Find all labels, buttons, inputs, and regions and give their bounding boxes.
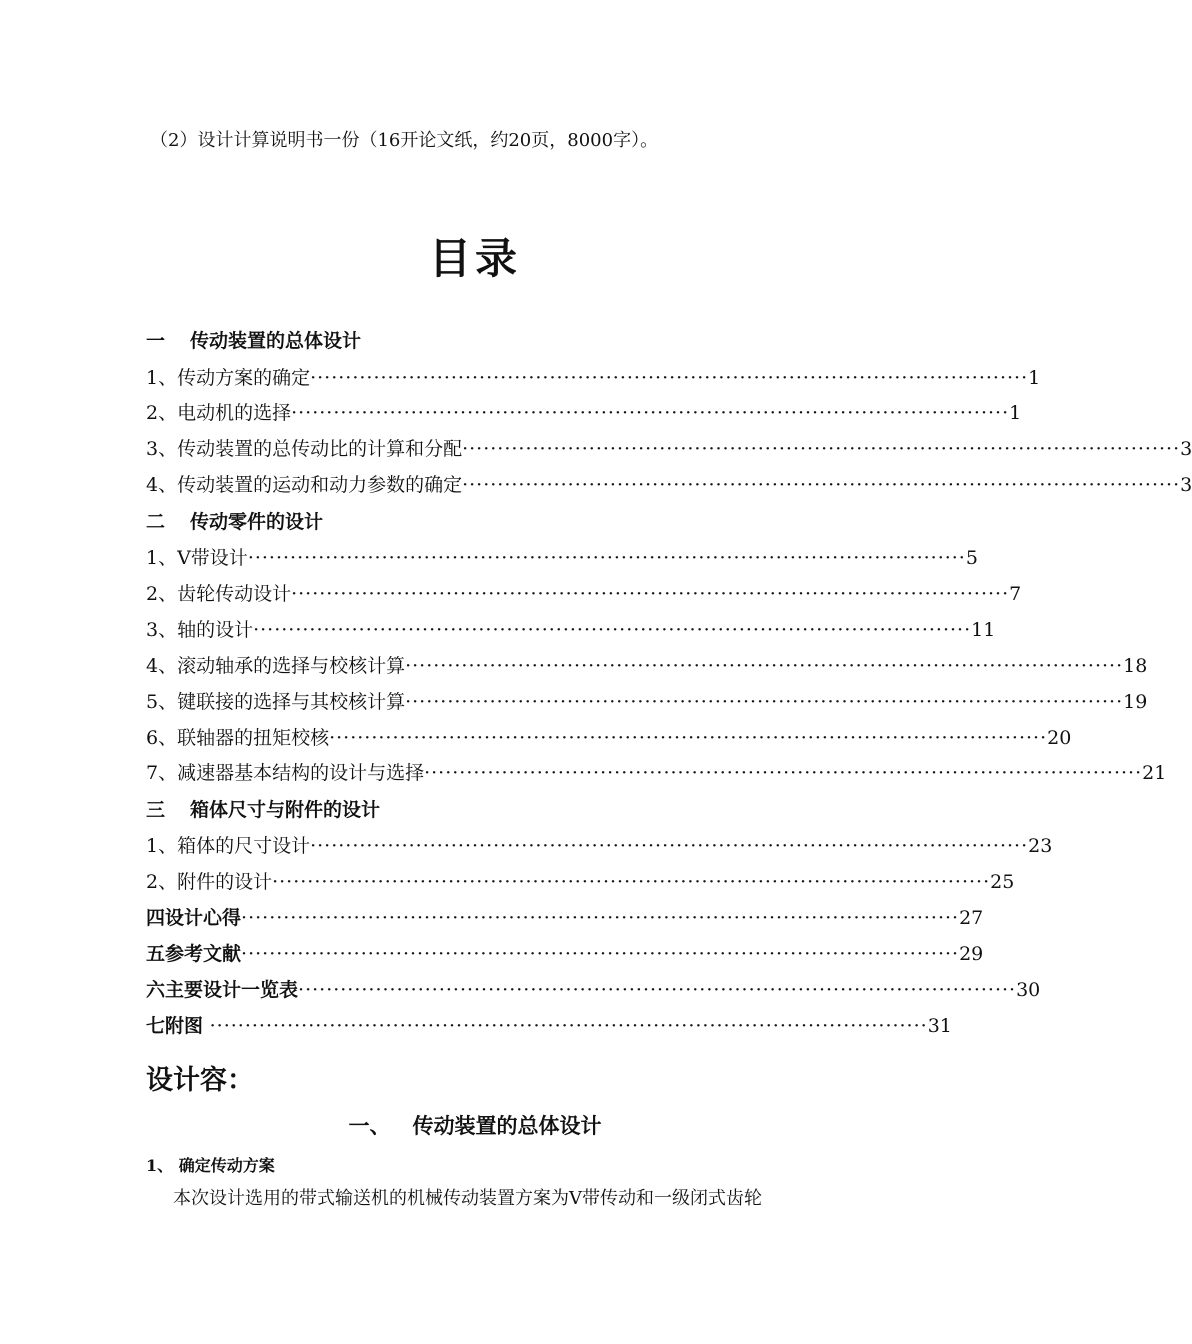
content-heading: 设计容： — [146, 1065, 254, 1096]
toc-entry-page: 29 — [959, 943, 984, 965]
section-number: 五 — [146, 943, 166, 965]
toc-entry-page: 23 — [1028, 835, 1053, 857]
chapter-title: 一、 传动装置的总体设计 — [348, 1113, 602, 1138]
toc-entry-page: 31 — [927, 1015, 952, 1037]
toc-entry[interactable] — [146, 831, 1053, 861]
toc-entry-label: 6、联轴器的扭矩校核 — [146, 727, 330, 749]
toc-entry-page: 19 — [1123, 691, 1148, 713]
toc-entry[interactable] — [146, 651, 1148, 681]
toc-entry-page: 20 — [1047, 727, 1072, 749]
toc-entry-label: 5、键联接的选择与其校核计算 — [146, 691, 406, 713]
toc-entry[interactable] — [146, 470, 1192, 500]
toc-entry-label: 参考文献 — [165, 943, 242, 965]
toc-entry[interactable] — [146, 758, 1167, 788]
toc-leader-dots: ······································································································ — [247, 547, 966, 569]
toc-leader-dots: ······································································································ — [462, 474, 1181, 496]
toc-leader-dots: ······································································································ — [241, 943, 960, 965]
toc-entry-label: 2、齿轮传动设计 — [146, 583, 292, 605]
toc-entry[interactable] — [146, 939, 984, 969]
toc-leader-dots: ······································································································ — [405, 655, 1124, 677]
toc-section-heading — [146, 795, 380, 822]
toc-entry-page: 3 — [1180, 438, 1192, 460]
requirement-text: （2）设计计算说明书一份（16开论文纸，约20页，8000字）。 — [150, 130, 659, 151]
toc-leader-dots: ······································································································ — [329, 727, 1048, 749]
toc-entry-label: 4、传动装置的运动和动力参数的确定 — [146, 474, 463, 496]
toc-leader-dots: ······································································································ — [209, 1015, 928, 1037]
section-number: 三 — [146, 799, 166, 821]
section-title: 传动装置的总体设计 — [190, 330, 362, 352]
toc-entry-label: 1、传动方案的确定 — [146, 367, 311, 389]
toc-entry-page: 30 — [1016, 979, 1041, 1001]
body-paragraph: 本次设计选用的带式输送机的机械传动装置方案为V带传动和一级闭式齿轮 — [173, 1188, 762, 1209]
toc-entry-page: 21 — [1142, 762, 1167, 784]
toc-leader-dots: ······································································································ — [310, 367, 1029, 389]
toc-entry[interactable] — [146, 867, 1015, 897]
toc-leader-dots: ······································································································ — [405, 691, 1124, 713]
toc-leader-dots: ······································································································ — [424, 762, 1143, 784]
section-number: 四 — [146, 907, 166, 929]
toc-entry-page: 27 — [959, 907, 984, 929]
toc-entry[interactable] — [146, 903, 984, 933]
toc-entry[interactable] — [146, 687, 1148, 717]
toc-entry-page: 18 — [1123, 655, 1148, 677]
toc-entry-page: 25 — [990, 871, 1015, 893]
toc-entry[interactable] — [146, 975, 1041, 1005]
toc-section-heading — [146, 507, 323, 534]
section-number: 二 — [146, 511, 166, 533]
toc-entry-label: 1、箱体的尺寸设计 — [146, 835, 311, 857]
toc-entry[interactable] — [146, 723, 1072, 753]
toc-leader-dots: ······································································································ — [291, 583, 1010, 605]
toc-entry[interactable] — [146, 434, 1192, 464]
section-number: 一 — [146, 330, 166, 352]
toc-entry-label: 附图 — [165, 1015, 210, 1037]
toc-entry[interactable] — [146, 1011, 952, 1041]
toc-entry[interactable] — [146, 579, 1022, 609]
section-number: 六 — [146, 979, 166, 1001]
toc-entry-page: 1 — [1009, 402, 1022, 424]
toc-entry[interactable] — [146, 398, 1022, 428]
toc-section-heading — [146, 326, 361, 353]
toc-leader-dots: ······································································································ — [241, 907, 960, 929]
toc-entry-label: 3、传动装置的总传动比的计算和分配 — [146, 438, 463, 460]
toc-entry-label: 4、滚动轴承的选择与校核计算 — [146, 655, 406, 677]
toc-entry[interactable] — [146, 363, 1041, 393]
toc-entry-label: 主要设计一览表 — [165, 979, 299, 1001]
section-title: 箱体尺寸与附件的设计 — [190, 799, 381, 821]
toc-entry-page: 7 — [1009, 583, 1022, 605]
toc-entry[interactable] — [146, 615, 996, 645]
toc-entry-page: 3 — [1180, 474, 1192, 496]
toc-leader-dots: ······································································································ — [291, 402, 1010, 424]
toc-leader-dots: ······································································································ — [310, 835, 1029, 857]
toc-leader-dots: ······································································································ — [462, 438, 1181, 460]
subsection-title: 1、 确定传动方案 — [146, 1156, 275, 1175]
toc-entry-label: 2、电动机的选择 — [146, 402, 292, 424]
section-number: 七 — [146, 1015, 166, 1037]
toc-title: 目录 — [428, 234, 521, 283]
toc-entry-label: 1、V带设计 — [146, 547, 248, 569]
toc-leader-dots: ······································································································ — [272, 871, 991, 893]
toc-leader-dots: ······································································································ — [253, 619, 972, 641]
toc-entry-label: 2、附件的设计 — [146, 871, 273, 893]
toc-entry-label: 3、轴的设计 — [146, 619, 254, 641]
section-title: 传动零件的设计 — [190, 511, 324, 533]
toc-entry-page: 5 — [965, 547, 978, 569]
toc-entry-page: 11 — [971, 619, 996, 641]
toc-entry-page: 1 — [1028, 367, 1041, 389]
toc-leader-dots: ······································································································ — [298, 979, 1017, 1001]
toc-entry-label: 设计心得 — [165, 907, 242, 929]
toc-entry[interactable] — [146, 543, 978, 573]
toc-entry-label: 7、减速器基本结构的设计与选择 — [146, 762, 425, 784]
